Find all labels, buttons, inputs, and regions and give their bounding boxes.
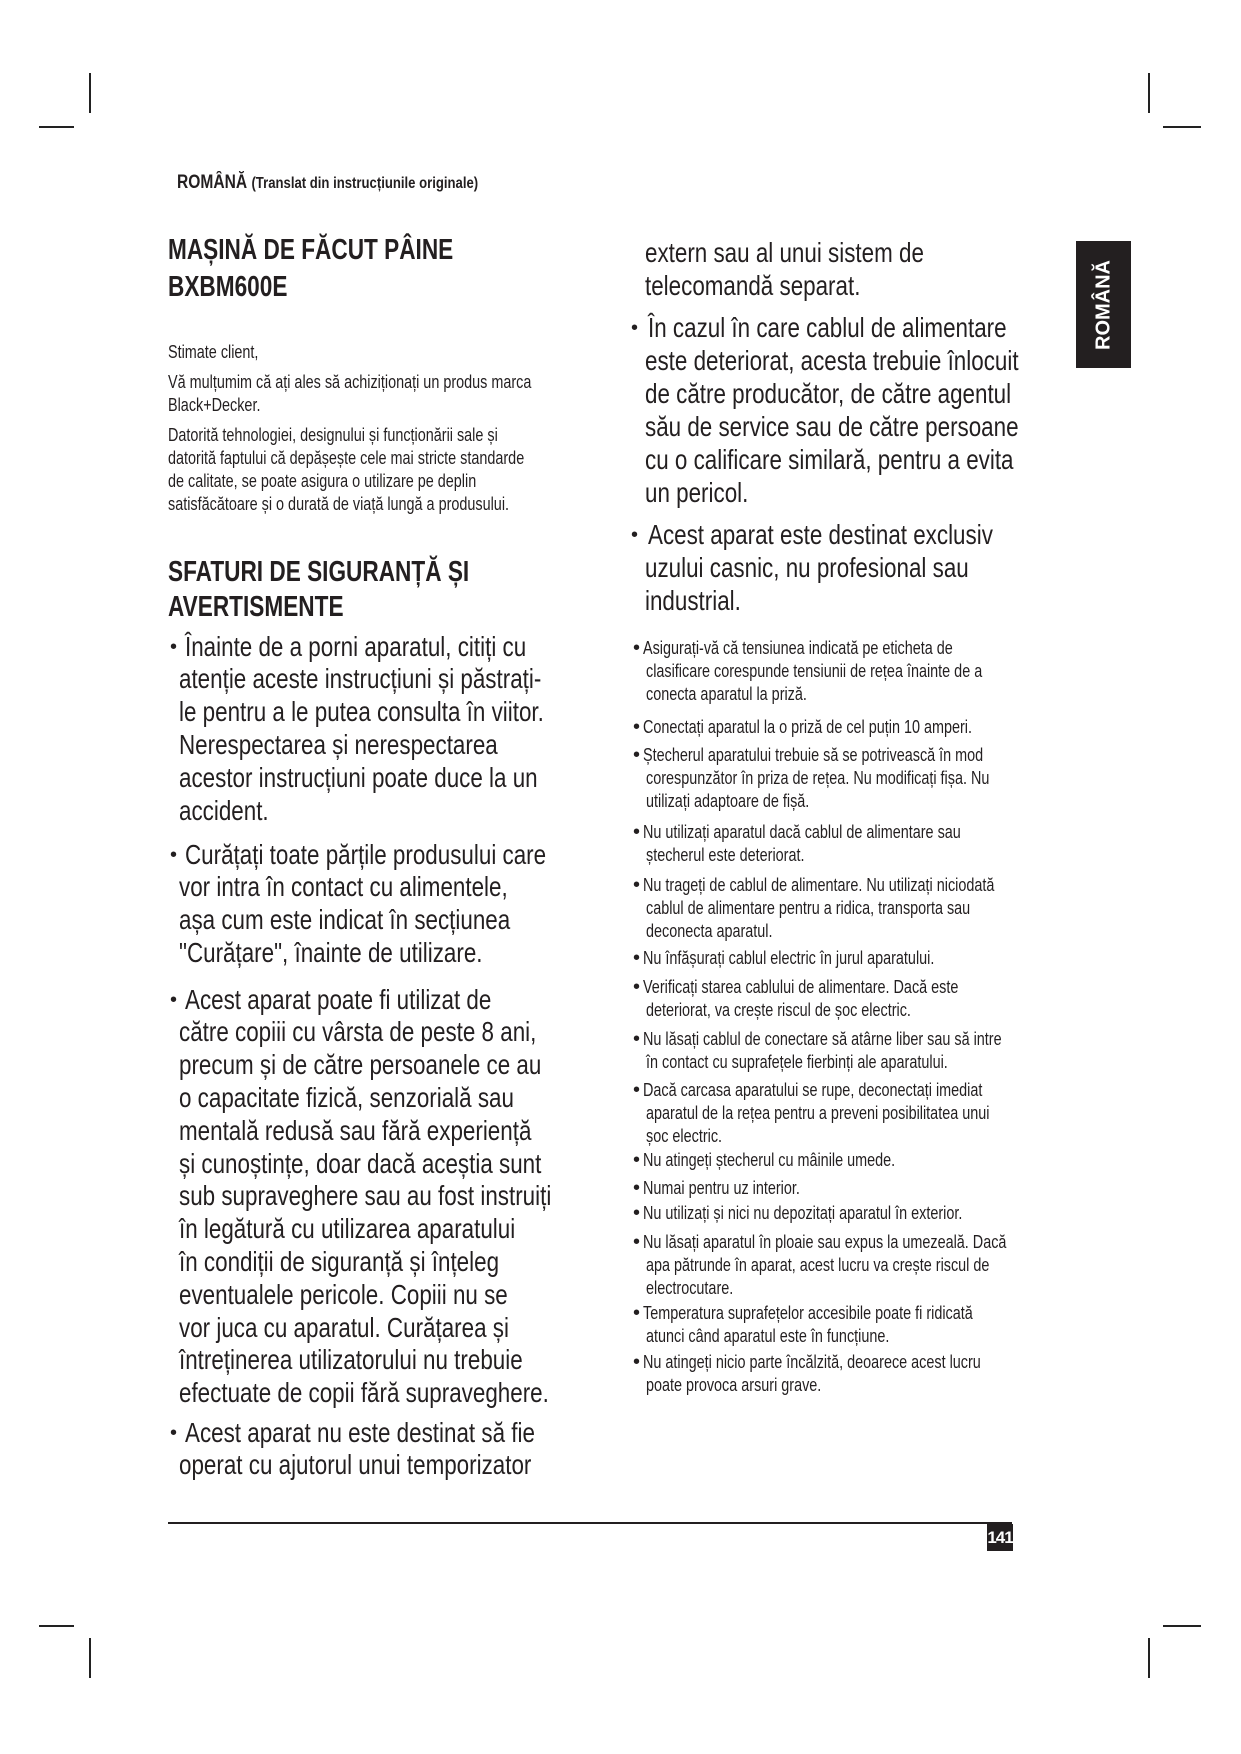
safety-item-text: său de service sau de către persoane	[645, 410, 1019, 442]
safety-item-text: deconecta aparatul.	[646, 920, 773, 941]
bullet-icon: •	[631, 524, 639, 546]
safety-item-text: extern sau al unui sistem de	[645, 236, 924, 268]
bullet-icon: •	[633, 874, 641, 896]
safety-item-text: Nu trageți de cablul de alimentare. Nu utilizați niciodată	[643, 874, 995, 895]
bullet-icon: •	[633, 1028, 641, 1050]
safety-item-text: vor intra în contact cu alimentele,	[179, 871, 508, 903]
header-language: ROMÂNĂ	[177, 172, 248, 193]
safety-item-text: în condiții de siguranță și înțeleg	[179, 1246, 500, 1277]
safety-item-text: către copiii cu vârsta de peste 8 ani,	[179, 1016, 537, 1048]
safety-item-text: utilizați adaptoare de fișă.	[646, 790, 810, 811]
bullet-icon: •	[170, 636, 178, 658]
bullet-icon: •	[633, 976, 641, 998]
safety-item-text: poate provoca arsuri grave.	[646, 1374, 822, 1395]
bullet-icon: •	[633, 1351, 641, 1373]
document-title: MAȘINĂ DE FĂCUT PÂINE	[168, 234, 454, 266]
crop-mark	[39, 126, 74, 128]
bullet-icon: •	[633, 716, 641, 738]
document-title: BXBM600E	[168, 271, 288, 303]
safety-item-text: Asigurați-vă că tensiunea indicată pe eticheta de	[643, 637, 953, 658]
bullet-icon: •	[170, 844, 178, 866]
safety-item-text: sub supraveghere sau au fost instruiți	[179, 1180, 552, 1212]
safety-item-text: Înainte de a porni aparatul, citiți cu	[185, 630, 527, 662]
safety-item-text: cu o calificare similară, pentru a evita	[645, 443, 1014, 475]
safety-item-text: atenție aceste instrucțiuni și păstrați-	[179, 663, 542, 695]
safety-item-text: Verificați starea cablului de alimentare. Dacă este	[643, 976, 959, 997]
intro-text: Vă mulțumim că ați ales să achiziționați un produs marca	[168, 371, 532, 392]
safety-item-text: Dacă carcasa aparatului se rupe, deconectați imediat	[643, 1079, 983, 1100]
safety-item-text: în legătură cu utilizarea aparatului	[179, 1213, 516, 1245]
safety-item-text: Nu atingeți ștecherul cu mâinile umede.	[643, 1149, 896, 1170]
section-title: AVERTISMENTE	[168, 591, 344, 623]
safety-item-text: Ștecherul aparatului trebuie să se potrivească în mod	[643, 744, 984, 765]
safety-item-text: Nu înfășurați cablul electric în jurul aparatului.	[643, 947, 935, 968]
safety-item-text: le pentru a le putea consulta în viitor.	[179, 696, 544, 728]
safety-item-text: și cunoștințe, doar dacă aceștia sunt	[179, 1147, 542, 1179]
header-subtitle: (Translat din instrucțiunile originale)	[251, 175, 479, 192]
crop-mark	[39, 1625, 74, 1627]
bullet-icon: •	[633, 947, 641, 969]
safety-item-text: operat cu ajutorul unui temporizator	[179, 1449, 532, 1481]
bullet-icon: •	[170, 1422, 178, 1444]
crop-mark	[89, 1638, 91, 1678]
page-number: 141	[987, 1524, 1013, 1551]
safety-item-text: șoc electric.	[646, 1125, 723, 1146]
safety-item-text: efectuate de copii fără supraveghere.	[179, 1377, 549, 1409]
bullet-icon: •	[631, 317, 639, 339]
safety-item-text: În cazul în care cablul de alimentare	[648, 311, 1007, 343]
bullet-icon: •	[633, 1149, 641, 1171]
safety-item-text: "Curățare", înainte de utilizare.	[179, 937, 483, 968]
safety-item-text: Acest aparat nu este destinat să fie	[185, 1416, 535, 1448]
safety-item-text: aparatul de la rețea pentru a preveni posibilitatea unui	[646, 1102, 990, 1123]
safety-item-text: uzului casnic, nu profesional sau	[645, 551, 969, 583]
safety-item-text: telecomandă separat.	[645, 269, 861, 301]
safety-item-text: este deteriorat, acesta trebuie înlocuit	[645, 344, 1019, 376]
crop-mark	[1148, 73, 1150, 113]
safety-item-text: conecta aparatul la priză.	[646, 683, 807, 704]
safety-item-text: apa pătrunde în aparat, acest lucru va crește riscul de	[646, 1254, 990, 1275]
page-header	[177, 171, 478, 196]
crop-mark	[89, 73, 91, 113]
bullet-icon: •	[633, 1302, 641, 1324]
safety-item-text: Acest aparat este destinat exclusiv	[648, 518, 993, 550]
safety-item-text: Nu utilizați și nici nu depozitați aparatul în exterior.	[643, 1202, 963, 1223]
bullet-icon: •	[633, 1202, 641, 1224]
safety-item-text: vor juca cu aparatul. Curățarea și	[179, 1311, 509, 1343]
bullet-icon: •	[633, 1079, 641, 1101]
intro-text: Black+Decker.	[168, 394, 261, 415]
safety-item-text: ștecherul este deteriorat.	[646, 844, 805, 865]
safety-item-text: accident.	[179, 794, 269, 826]
safety-item-text: Nu lăsați aparatul în ploaie sau expus la umezeală. Dacă	[643, 1231, 1007, 1252]
language-side-tab	[1076, 241, 1131, 368]
crop-mark	[1163, 1625, 1201, 1627]
safety-item-text: Curățați toate părțile produsului care	[185, 838, 547, 870]
safety-item-text: întreținerea utilizatorului nu trebuie	[179, 1344, 523, 1376]
bullet-icon: •	[633, 744, 641, 766]
safety-item-text: Numai pentru uz interior.	[643, 1177, 800, 1198]
safety-item-text: deteriorat, va crește riscul de șoc electric.	[646, 999, 911, 1020]
bullet-icon: •	[633, 821, 641, 843]
safety-item-text: Nu utilizați aparatul dacă cablul de alimentare sau	[643, 821, 961, 842]
safety-item-text: atunci când aparatul este în funcțiune.	[646, 1325, 890, 1346]
intro-text: satisfăcătoare și o durată de viață lungă a produsului.	[168, 493, 510, 514]
side-tab-label: ROMÂNĂ	[1092, 259, 1114, 350]
safety-item-text: mentală redusă sau fără experiență	[179, 1114, 532, 1146]
intro-text: Stimate client,	[168, 341, 259, 362]
intro-text: de calitate, se poate asigura o utilizare pe deplin	[168, 470, 477, 491]
safety-item-text: cablul de alimentare pentru a ridica, transporta sau	[646, 897, 971, 918]
bullet-icon: •	[633, 1231, 641, 1253]
safety-item-text: Nu atingeți nicio parte încălzită, deoarece acest lucru	[643, 1351, 981, 1372]
safety-item-text: electrocutare.	[646, 1277, 734, 1298]
bullet-icon: •	[633, 637, 641, 659]
safety-item-text: clasificare corespunde tensiunii de rețea înainte de a	[646, 660, 983, 681]
section-title: SFATURI DE SIGURANȚĂ ȘI	[168, 556, 470, 588]
safety-item-text: o capacitate fizică, senzorială sau	[179, 1082, 514, 1113]
safety-item-text: precum și de către persoanele ce au	[179, 1049, 542, 1081]
safety-item-text: eventualele pericole. Copiii nu se	[179, 1278, 508, 1310]
crop-mark	[1148, 1638, 1150, 1678]
safety-item-text: Nerespectarea și nerespectarea	[179, 729, 498, 760]
safety-item-text: Temperatura suprafețelor accesibile poate fi ridicată	[643, 1302, 973, 1323]
safety-item-text: Acest aparat poate fi utilizat de	[185, 983, 492, 1015]
safety-item-text: acestor instrucțiuni poate duce la un	[179, 761, 538, 793]
intro-text: Datorită tehnologiei, designului și funcționării sale și	[168, 424, 498, 445]
bullet-icon: •	[170, 989, 178, 1011]
safety-item-text: Conectați aparatul la o priză de cel puțin 10 amperi.	[643, 716, 972, 737]
safety-item-text: industrial.	[645, 584, 741, 616]
safety-item-text: corespunzător în priza de rețea. Nu modificați fișa. Nu	[646, 767, 990, 788]
safety-item-text: un pericol.	[645, 476, 749, 508]
crop-mark	[1163, 126, 1201, 128]
safety-item-text: așa cum este indicat în secțiunea	[179, 904, 511, 936]
safety-item-text: Nu lăsați cablul de conectare să atârne liber sau să intre	[643, 1028, 1002, 1049]
intro-text: datorită faptului că depășește cele mai stricte standarde	[168, 447, 525, 468]
safety-item-text: de către producător, de către agentul	[645, 377, 1012, 409]
footer-rule	[168, 1522, 1012, 1524]
safety-item-text: în contact cu suprafețele fierbinți ale aparatului.	[646, 1051, 948, 1072]
bullet-icon: •	[633, 1177, 641, 1199]
